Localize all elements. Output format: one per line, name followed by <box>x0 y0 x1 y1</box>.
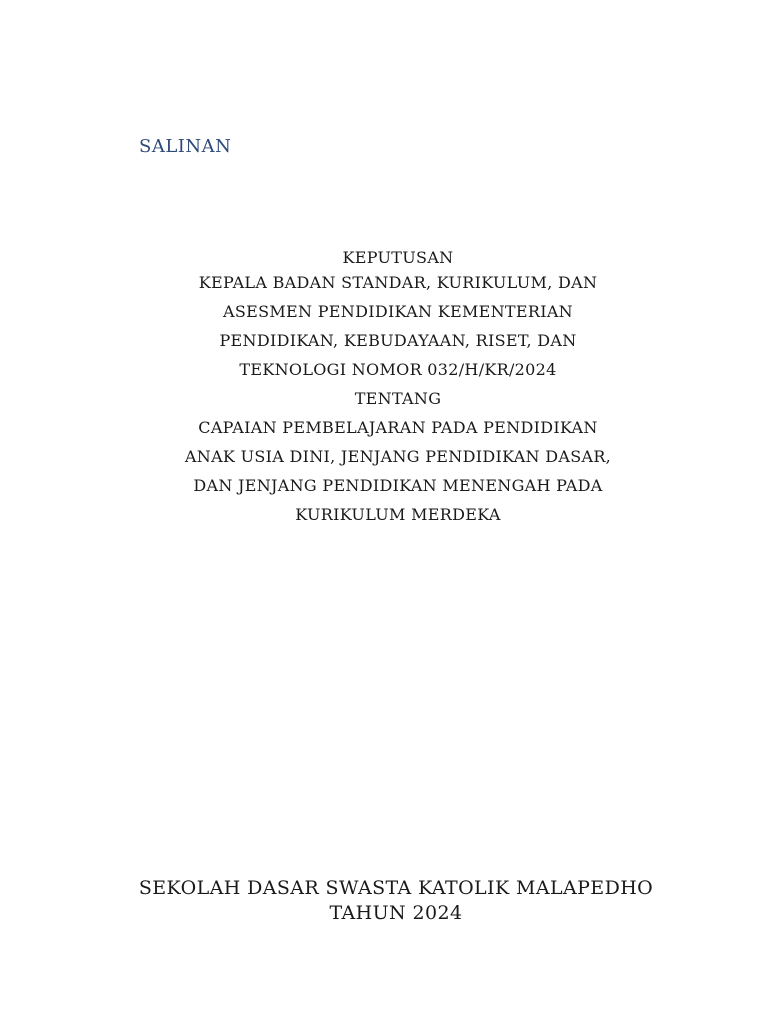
school-footer <box>12 876 768 926</box>
school-name: SEKOLAH DASAR SWASTA KATOLIK MALAPEDHO <box>138 877 654 899</box>
school-year: TAHUN 2024 <box>329 902 463 924</box>
title-line-subject-2: ANAK USIA DINI, JENJANG PENDIDIKAN DASAR, <box>184 447 612 466</box>
title-line-subject-4: KURIKULUM MERDEKA <box>295 505 501 524</box>
decree-title-block <box>14 248 768 529</box>
salinan-label: SALINAN <box>139 136 232 157</box>
title-line-issuer-3: PENDIDIKAN, KEBUDAYAAN, RISET, DAN <box>219 331 577 350</box>
title-line-tentang: TENTANG <box>354 389 442 408</box>
title-line-decree-number: TEKNOLOGI NOMOR 032/H/KR/2024 <box>239 360 557 379</box>
title-line-keputusan: KEPUTUSAN <box>342 248 454 267</box>
title-line-issuer-1: KEPALA BADAN STANDAR, KURIKULUM, DAN <box>198 273 598 292</box>
title-line-subject-1: CAPAIAN PEMBELAJARAN PADA PENDIDIKAN <box>198 418 598 437</box>
title-line-subject-3: DAN JENJANG PENDIDIKAN MENENGAH PADA <box>193 476 603 495</box>
title-line-issuer-2: ASESMEN PENDIDIKAN KEMENTERIAN <box>223 302 573 321</box>
